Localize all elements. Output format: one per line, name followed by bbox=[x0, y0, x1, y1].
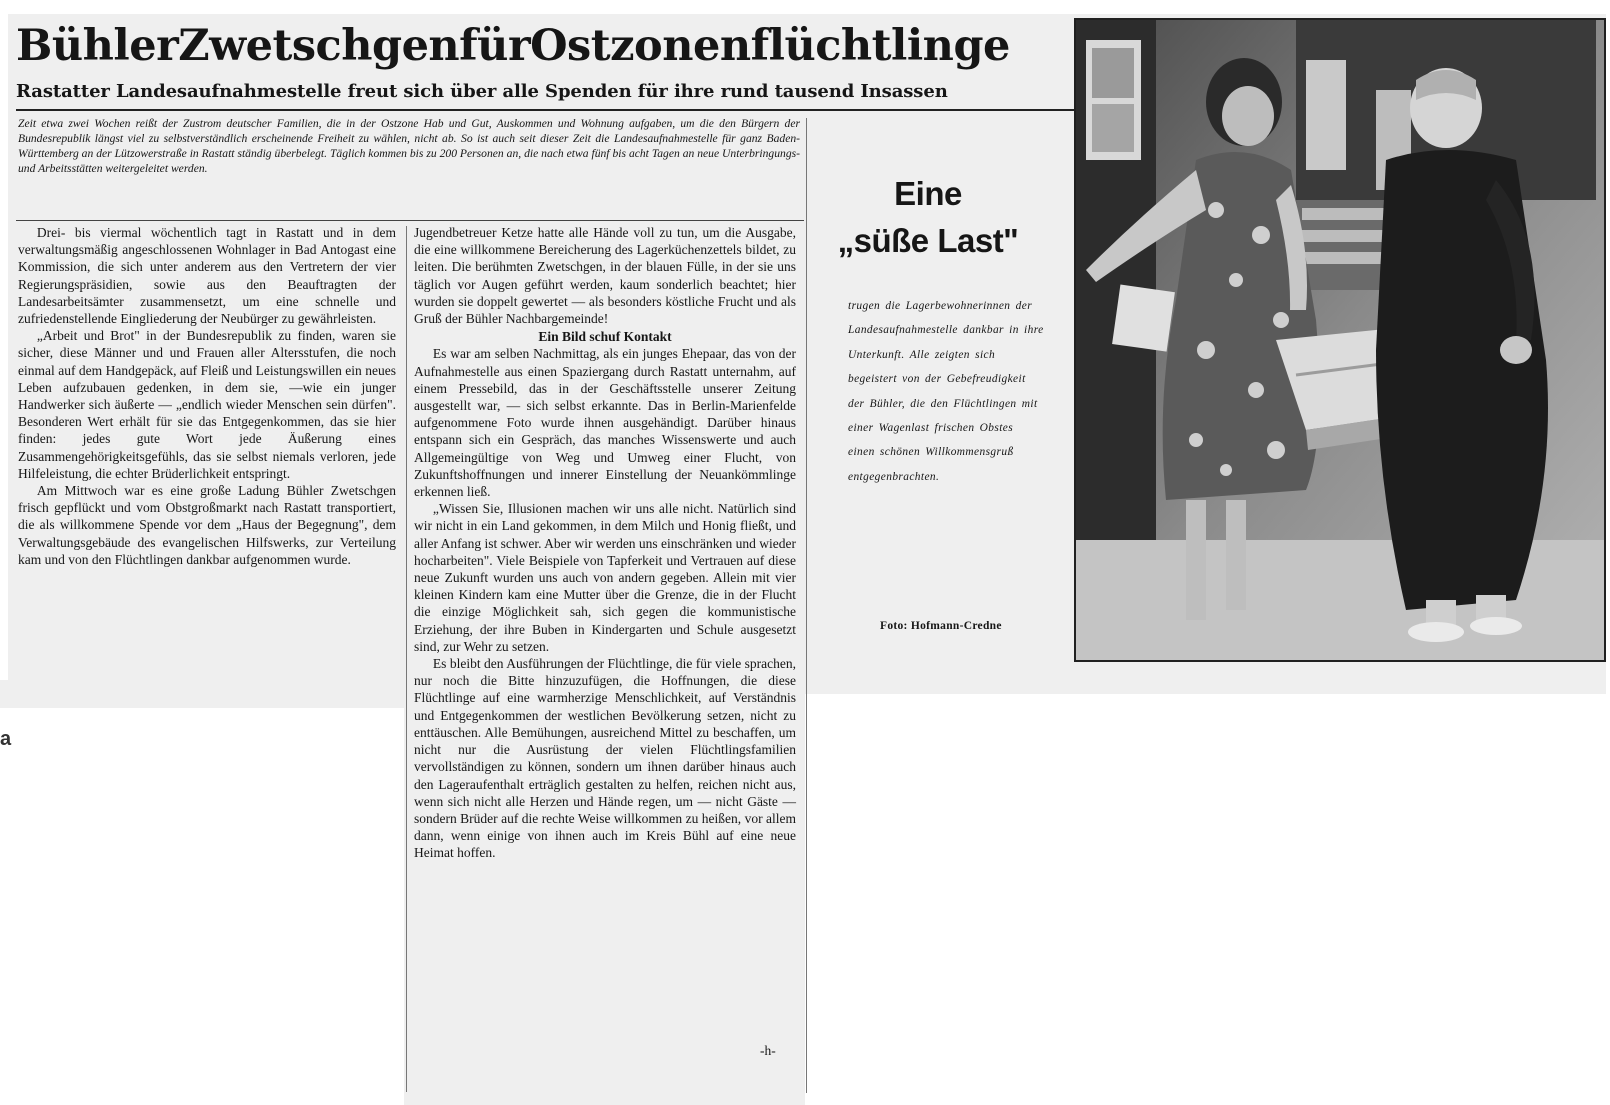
column-divider-1 bbox=[406, 226, 407, 1092]
article-column-1 bbox=[18, 224, 396, 568]
stray-letter-mark: a bbox=[0, 728, 12, 750]
column1-paragraph-3: Am Mittwoch war es eine große Ladung Bühler Zwetschgen frisch gepflückt und vom Obstgroßmarkt nach Rastatt transportiert, die als willkommene Spende vor dem „Haus der Begegnung", dem Verwaltungsgebäude des evangelischen Hilfswerks, zur Verteilung kam und von den Flüchtlingen dankbar aufgenommen wurde. bbox=[18, 483, 396, 567]
headline: BühlerZwetschgenfürOstzonenflüchtlinge bbox=[16, 21, 1010, 71]
caption-title-line-1: Eine bbox=[894, 175, 962, 212]
intro-rule bbox=[16, 220, 804, 221]
clipping-left-strip bbox=[0, 680, 404, 708]
photo-credit: Foto: Hofmann-Credne bbox=[880, 620, 1002, 632]
author-signature: -h- bbox=[760, 1043, 776, 1058]
section-subhead: Ein Bild schuf Kontakt bbox=[538, 329, 672, 345]
article-column-2 bbox=[414, 224, 796, 862]
headline-rule bbox=[16, 109, 1076, 111]
column2-paragraph-4: Es bleibt den Ausführungen der Flüchtlinge, die für viele sprachen, nur noch die Bitte hinzuzufügen, die Hoffnungen, die diese Flüchtlinge auf eine warmherzige Menschlichkeit, auf Verständnis und Entgegenkommen der westlichen Bevölkerung setzen, nicht zu enttäuschen. Alle Bemühungen, ausreichend Mittel zu beschaffen, um nicht nur die Ausrüstung der vielen Flüchtlingsfamilien vervollständigen zu können, sondern um ihnen darüber hinaus auch den Lageraufenthalt erträglich gestalten zu helfen, reichen nicht aus, wenn sich nicht alle Herzen und Hände regen, um — nicht Gäste — sondern Brüder auf die rechte Weise willkommen zu heißen, vor allem dann, wenn einige von ihnen auch im Kreis Bühl auf eine neue Heimat hoffen. bbox=[414, 656, 796, 861]
column1-paragraph-1: Drei- bis viermal wöchentlich tagt in Rastatt und in dem verwaltungsmäßig angeschlossenen Wohnlager in Bad Antogast eine Kommission, die sich unter anderem aus den Vertretern der vier Regierungspräsidien, sowie aus den Beauftragten der Landesarbeitsämter zusammensetzt, um eine schnelle und zufriedenstellende Eingliederung der Neubürger zu gewährleisten. bbox=[18, 225, 396, 327]
caption-title-line-2: „süße Last" bbox=[837, 222, 1019, 259]
photo-caption-title bbox=[818, 170, 1038, 264]
news-photo-two-women-carrying-crate bbox=[1074, 18, 1606, 662]
photo-image bbox=[1076, 20, 1604, 660]
column-divider-2 bbox=[806, 118, 807, 1093]
column1-paragraph-2: „Arbeit und Brot" in der Bundesrepublik zu finden, waren sie sicher, diese Männer und und Frauen aller Altersstufen, die noch einmal auf dem Handgepäck, auf Fleiß und Leistungswillen ein neues Leben aufzubauen gedenken, in dem sie, —wie ein junger Handwerker sich äußerte — „endlich wieder Menschen sein dürfen". Besonderen Wert erhält für sie das Entgegenkommen, das sie hier finden: jedes gute Wort jede Äußerung eines Zusammengehörigkeitsgefühls, das sie selbst niemals verloren, jede Hilfeleistung, die echter Brüderlichkeit entspringt. bbox=[18, 328, 396, 481]
column2-paragraph-2: Es war am selben Nachmittag, als ein junges Ehepaar, das von der Aufnahmestelle aus einen Spaziergang durch Rastatt unternahm, auf einem Pressebild, das in der Geschäftsstelle unserer Zeitung ausgestellt war, — sich selbst erkannte. Das in Berlin-Marienfelde aufgenommene Foto wurde ihnen ausgehändigt. Darüber hinaus entspann sich ein Gespräch, das manches Wissenswerte und auch Allgemeingültige von Weg und Umweg einer Flucht, von Zukunftshoffnungen und innerer Einstellung der Neuankömmlinge erkennen ließ. bbox=[414, 346, 796, 500]
subheadline: Rastatter Landesaufnahmestelle freut sich über alle Spenden für ihre rund tausend Insassen bbox=[16, 81, 948, 102]
column2-paragraph-1: Jugendbetreuer Ketze hatte alle Hände voll zu tun, um die Ausgabe, die eine willkommene Bereicherung des Lagerküchenzettels bildet, zu leiten. Die berühmten Zwetschgen, in der blauen Fülle, in der sie uns täglich vor Augen geführt werden, kaum sonderlich beachtet; hier wurden sie doppelt gewertet — als besonders köstliche Frucht und als Gruß der Bühler Nachbargemeinde! bbox=[414, 225, 796, 327]
intro-paragraph: Zeit etwa zwei Wochen reißt der Zustrom deutscher Familien, die in der Ostzone Hab und Gut, Auskommen und Wohnung aufgaben, um die den Bürgern der Bundesrepublik längst viel zu selbstverständlich erscheinende Freiheit zu wählen, nicht ab. So ist auch seit dieser Zeit die Landesaufnahmestelle für ganz Baden-Württemberg an der Lützowerstraße in Rastatt ständig überbelegt. Täglich kommen bis zu 200 Personen an, die nach etwa fünf bis acht Tagen an neue Unterbringungs- und Arbeitsstätten weitergeleitet werden. bbox=[18, 117, 800, 176]
photo-caption-text: trugen die Lagerbewohnerinnen der Landesaufnahmestelle dankbar in ihre Unterkunft. Alle zeigten sich begeistert von der Gebefreudigkeit der Bühler, die den Flüchtlingen mit einer Wagenlast frischen Obstes einen schönen Willkommensgruß entgegenbrachten. bbox=[848, 300, 1044, 483]
column2-paragraph-3: „Wissen Sie, Illusionen machen wir uns alle nicht. Natürlich sind wir nicht in ein Land gekommen, in dem Milch und Honig fließt, und aller Anfang ist schwer. Aber wir werden uns einschränken und wieder hocharbeiten". Viele Beispiele von Tapferkeit und Vertrauen auf diese neue Zukunft wurden uns auch von andern gegeben. Allein mit vier kleinen Kindern kam eine Mutter über die Grenze, die in der Flucht die einzige Möglichkeit sah, sich gegen die kommunistische Erziehung, der ihre Buben in Kindergarten und Schule ausgesetzt sind, zur Wehr zu setzen. bbox=[414, 501, 797, 654]
